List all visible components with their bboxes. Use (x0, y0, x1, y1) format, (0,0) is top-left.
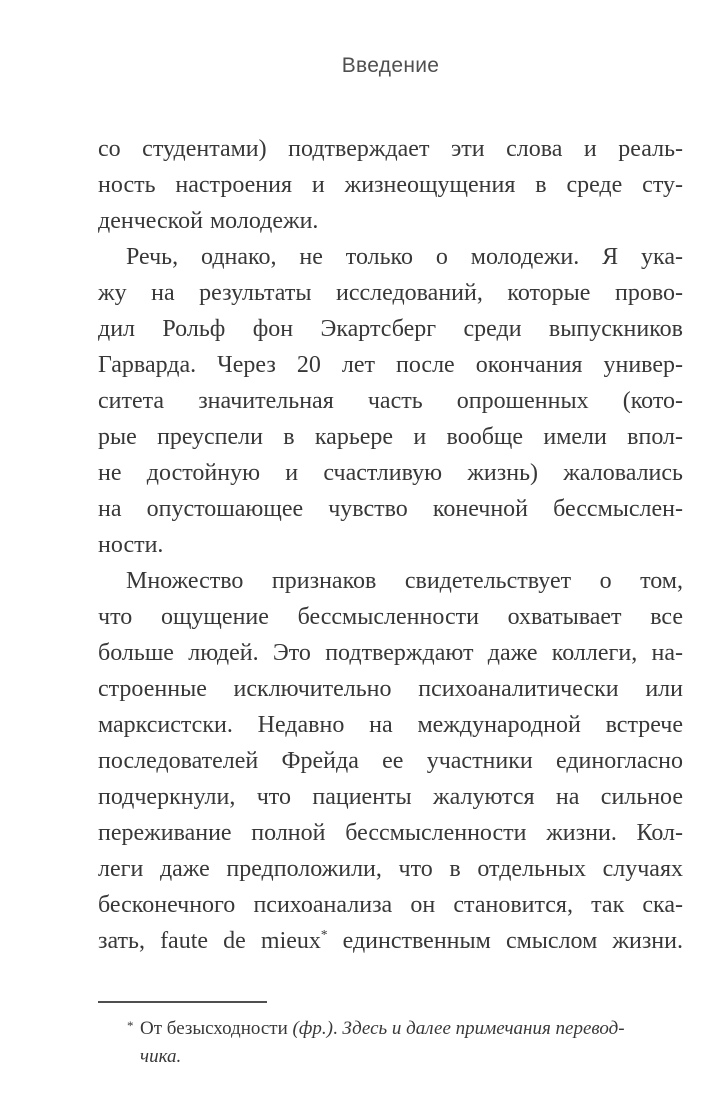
body-line: Гарварда. Через 20 лет после окончания универ- (98, 352, 683, 378)
footnote-line (140, 1043, 685, 1071)
body-line: зать, faute de mieux* единственным смыслом жизни. (98, 927, 683, 954)
body-line: переживание полной бессмысленности жизни. Кол- (98, 820, 683, 846)
body-line: Речь, однако, не только о молодежи. Я ука- (126, 244, 683, 270)
footnote-reference-asterisk: * (320, 927, 328, 942)
footnote-italic-segment: (фр.) (292, 1018, 333, 1039)
page-header-title: Введение (341, 54, 440, 77)
footnote-italic-segment: Здесь и далее примечания перевод- (342, 1018, 625, 1039)
body-line: ситета значительная часть опрошенных (кото- (98, 388, 683, 414)
body-line: со студентами) подтверждает эти слова и реаль- (98, 136, 683, 162)
body-line: ность настроения и жизнеощущения в среде сту- (98, 172, 683, 198)
body-text (98, 131, 683, 959)
body-line: денческой молодежи. (98, 208, 319, 234)
body-line: строенные исключительно психоаналитически или (98, 676, 683, 702)
body-line: больше людей. Это подтверждают даже коллеги, на- (98, 640, 683, 666)
footnote-divider (98, 1001, 267, 1003)
body-line: жу на результаты исследований, которые прово- (98, 280, 683, 306)
body-line: не достойную и счастливую жизнь) жаловались (98, 460, 683, 486)
body-line: рые преуспели в карьере и вообще имели впол- (98, 424, 683, 450)
body-line: на опустошающее чувство конечной бессмыслен- (98, 496, 683, 522)
body-line: последователей Фрейда ее участники единогласно (98, 748, 683, 774)
footnote-italic-segment: чика. (140, 1046, 182, 1067)
body-line: Множество признаков свидетельствует о том, (126, 568, 683, 594)
body-line: леги даже предположили, что в отдельных случаях (98, 856, 683, 882)
body-line: что ощущение бессмысленности охватывает все (98, 604, 683, 630)
body-line: подчеркнули, что пациенты жалуются на сильное (98, 784, 683, 810)
footnote-text (127, 1015, 685, 1071)
footnote-marker-asterisk: * (127, 1018, 134, 1033)
body-line: ности. (98, 532, 164, 558)
body-line: дил Рольф фон Экартсберг среди выпускников (98, 316, 683, 342)
body-line: марксистски. Недавно на международной встрече (98, 712, 683, 738)
footnote-regular-segment: От безысходности (140, 1018, 293, 1039)
body-line: бесконечного психоанализа он становится, так ска- (98, 892, 683, 918)
footnote-regular-segment: . (332, 1018, 343, 1039)
footnote-line (140, 1015, 685, 1043)
